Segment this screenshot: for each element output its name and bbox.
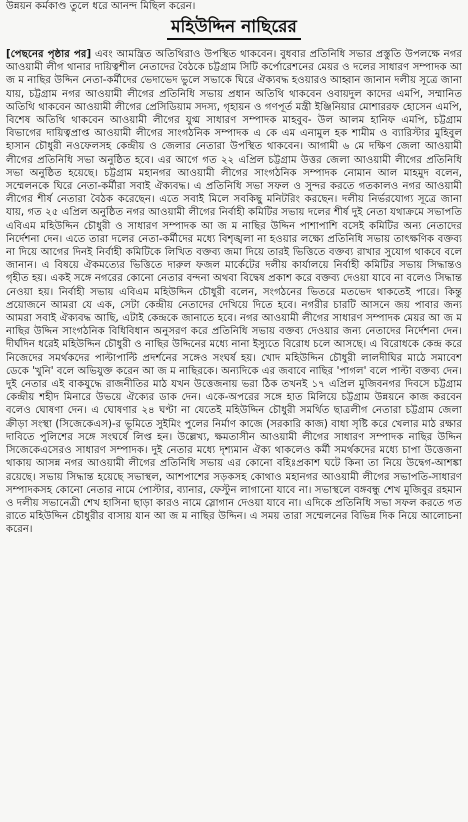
previous-article-fragment: উন্নয়ন কর্মকাণ্ড তুলে ধরে আনন্দ মিছিল করেন। xyxy=(6,1,196,12)
article-body xyxy=(6,48,462,816)
continued-from-label: [পেছনের পৃষ্ঠার পর] xyxy=(6,49,92,60)
headline-container xyxy=(6,16,462,44)
headline: মহিউদ্দিন নাছিরের xyxy=(167,16,301,40)
article-text: এবং আমন্ত্রিত অতিথিরাও উপস্থিত থাকবেন। বুধবার প্রতিনিধি সভার প্রস্তুতি উপলক্ষে নগর আওয়ামী লীগ থানার দায়িত্বশীল নেতাদের বৈঠকে চট্টগ্রাম সিটি কর্পোরেশনের মেয়র ও দলের সাধারণ সম্পাদক আ জ ম নাছির উদ্দিন নেতা-কর্মীদের ভেদাভেদ ভুলে সভাকে ঘিরে ঐক্যবদ্ধ হওয়ারও আহ্বান জানান দলীয় সূত্রে জানা যায়, চট্টগ্রাম নগর আওয়ামী লীগের প্রতিনিধি সভায় প্রধান অতিথি থাকবেন ওবায়দুল কাদের এমপি, সম্মানিত অতিথি থাকবেন আওয়ামী লীগের প্রেসিডিয়াম সদস্য, গৃহায়ন ও গণপূর্ত মন্ত্রী ইঞ্জিনিয়ার মোশাররফ হোসেন এমপি, বিশেষ অতিথি থাকবেন আওয়ামী লীগের যুগ্ম সাধারণ সম্পাদক মাহবুব- উল আলম হানিফ এমপি, চট্টগ্রাম বিভাগের দায়িত্বপ্রাপ্ত আওয়ামী লীগের সাংগঠনিক সম্পাদক এ কে এম এনামুল হক শামীম ও ব্যারিস্টার মুহিবুল হাসান চৌধুরী নওফেলসহ কেন্দ্রীয় ও জেলার নেতারা উপস্থিত থাকবেন। আগামী ৬ মে দক্ষিণ জেলা আওয়ামী লীগের প্রতিনিধি সভা অনুষ্ঠিত হবে। এর আগে গত ২২ এপ্রিল চট্টগ্রাম উত্তর জেলা আওয়ামী লীগের প্রতিনিধি সভা অনুষ্ঠিত হয়েছে। চট্টগ্রাম মহানগর আওয়ামী লীগের সাংগঠনিক সম্পাদক নোমান আল মাহমুদ বলেন, সম্মেলনকে ঘিরে নেতা-কর্মীরা সবাই ঐক্যবদ্ধ। এ প্রতিনিধি সভা সফল ও সুন্দর করতে গতকালও নগর আওয়ামী লীগের শীর্ষ নেতারা বৈঠক করেছেন। এতে সবাই মিলে সবকিছু মনিটরিং করছেন। দলীয় নির্ভরযোগ্য সূত্রে জানা যায়, গত ২৫ এপ্রিল অনুষ্ঠিত নগর আওয়ামী লীগের নির্বাহী কমিটির সভায় দলের শীর্ষ দুই নেতা যথাক্রমে সভাপতি এবিএম মহিউদ্দিন চৌধুরী ও সাধারণ সম্পাদক আ জ ম নাছির উদ্দিন পাশাপাশি বসেই কমিটির অন্য নেতাদের নির্দেশনা দেন। এতে তারা দলের নেতা-কর্মীদের মধ্যে বিশৃঙ্খলা না হওয়ার লক্ষ্যে প্রতিনিধি সভায় তাৎক্ষণিক বক্তব্য না দিয়ে আগের দিনই নির্বাহী কমিটিকে লিখিত বক্তব্য জমা দিয়ে তারই ভিত্তিতে বক্তব্য রাখার সুযোগ থাকবে বলে জানান। এ বিষয়ে ঐকমত্যের ভিত্তিতে দারুল ফজল মার্কেটের দলীয় কার্যালয়ে নির্বাহী কমিটির সভায় সিদ্ধান্তও গৃহীত হয়। একই সঙ্গে নগরের কোনো নেতার বন্দনা অথবা বিদ্বেষ প্রকাশ করে বক্তব্য দেওয়া যাবে না বলেও সিদ্ধান্ত নেওয়া হয়। নির্বাহী সভায় এবিএম মহিউদ্দিন চৌধুরী বলেন, সংগঠনের ভিতরে মতভেদ থাকতেই পারে। কিন্তু প্রয়োজনে আমরা যে এক, সেটা কেন্দ্রীয় নেতাদের দেখিয়ে দিতে হবে। নগরীর চারটি আসনে জয় পাবার জন্য আমরা সবাই ঐক্যবদ্ধ আছি, এটাই কেন্দ্রকে জানাতে হবে। নগর আওয়ামী লীগের সাধারণ সম্পাদক মেয়র আ জ ম নাছির উদ্দিন সাংগঠনিক বিধিবিধান অনুসরণ করে প্রতিনিধি সভায় বক্তব্য দেওয়ার জন্য নেতাদের নির্দেশনা দেন। দীর্ঘদিন ধরেই মহিউদ্দিন চৌধুরী ও নাছির উদ্দিনের মধ্যে নানা ইস্যুতে বিরোধ চলে আসছে। এ বিরোধকে কেন্দ্র করে নিজেদের সমর্থকদের পাল্টাপাল্টি প্রদর্শনের সঙ্গেও সংঘর্ষ হয়। খোদ মহিউদ্দিন চৌধুরী লালদীঘির মাঠে সমাবেশ ডেকে 'খুনি' বলে অভিযুক্ত করেন আ জ ম নাছিরকে। অন্যদিকে এর জবাবে নাছির 'পাগল' বলে পাল্টা বক্তব্য দেন। দুই নেতার এই বাকযুদ্ধে রাজনীতির মাঠ যখন উত্তেজনায় ভরা ঠিক তখনই ১৭ এপ্রিল মুজিবনগর দিবসে চট্টগ্রাম কেন্দ্রীয় শহীদ মিনারে উভয়ে ঐক্যের ডাক দেন। একে-অপরের সঙ্গে হাত মিলিয়ে চট্টগ্রাম উন্নয়নে কাজ করবেন বলেও ঘোষণা দেন। এ ঘোষণার ২৪ ঘণ্টা না যেতেই মহিউদ্দিন চৌধুরী সমর্থিত ছাত্রলীগ নেতারা চট্টগ্রাম জেলা ক্রীড়া সংস্থা (সিজেকেএস)-র ভূমিতে সুইমিং পুলের নির্মাণ কাজে (সরকারি কাজ) বাধা সৃষ্টি করে খেলার মাঠ রক্ষার দাবিতে পুলিশের সঙ্গে সংঘর্ষে লিপ্ত হন। উল্লেখ্য, ক্ষমতাসীন আওয়ামী লীগের সাধারণ সম্পাদক নাছির উদ্দিন সিজেকেএসেরও সাধারণ সম্পাদক। দুই নেতার মধ্যে দৃশ্যমান ঐক্য থাকলেও কর্মী সমর্থকদের মধ্যে চাপা উত্তেজনা থাকায় আসন্ন নগর আওয়ামী লীগের প্রতিনিধি সভায় এর কোনো বহিঃপ্রকাশ ঘটে কিনা তা নিয়ে উদ্বেগ-আশঙ্কা রয়েছে। সভায় সিদ্ধান্ত হয়েছে সভাস্থল, আশপাশের সড়কসহ কোথাও মহানগর আওয়ামী লীগের সভাপতি-সাধারণ সম্পাদকসহ কোনো নেতার নামে পোস্টার, ব্যানার, ফেস্টুন লাগানো যাবে না। সভাস্থলে বঙ্গবন্ধু শেখ মুজিবুর রহমান ও দলীয় সভানেত্রী শেখ হাসিনা ছাড়া কারও নামে স্লোগান দেওয়া যাবে না। এদিকে প্রতিনিধি সভা সফল করতে গত রাতে মহিউদ্দিন চৌধুরীর বাসায় যান আ জ ম নাছির উদ্দিন। এ সময় তারা সম্মেলনের বিভিন্ন দিক নিয়ে আলোচনা করেন। xyxy=(6,49,462,536)
